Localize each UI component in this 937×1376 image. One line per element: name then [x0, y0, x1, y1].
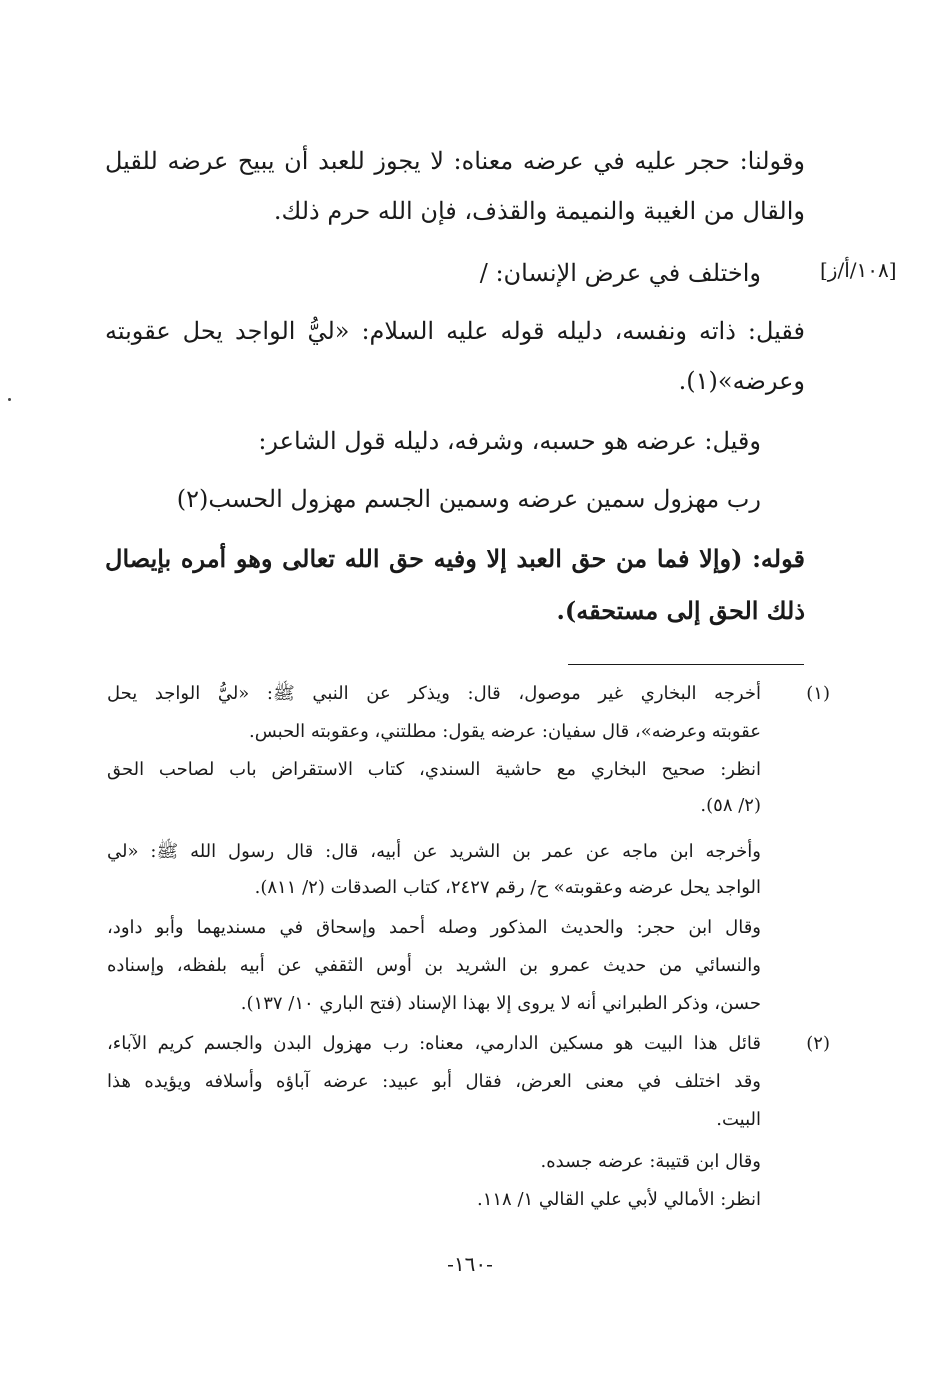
footnote-1-line: عقوبته وعرضه»، قال سفيان: عرضه يقول: مطلتني، وعقوبته الحبس. — [248, 721, 761, 742]
page-number: -١٦٠- — [447, 1252, 493, 1276]
footnote-2-line: البيت. — [716, 1109, 761, 1130]
paragraph-3-line-1: فقيل: ذاته ونفسه، دليله قوله عليه السلام: «ليُّ الواجد يحل عقوبته — [105, 317, 805, 345]
scan-speck — [8, 398, 11, 401]
footnote-1-number: (١) — [806, 683, 830, 704]
manuscript-folio-reference: [١٠٨/أ/ز] — [820, 258, 897, 282]
paragraph-2: واختلف في عرض الإنسان: / — [479, 259, 761, 287]
footnote-1-line: (٢/ ٥٨). — [700, 795, 761, 816]
footnote-separator — [568, 664, 804, 665]
footnote-1-line: الواجد يحل عرضه وعقوبته» ح/ رقم ٢٤٢٧، كتاب الصدقات (٢/ ٨١١). — [254, 877, 761, 898]
footnote-2-line: وقال ابن قتيبة: عرضه جسده. — [540, 1151, 761, 1172]
footnote-1-line: وأخرجه ابن ماجه عن عمر بن الشريد عن أبيه، قال: قال رسول الله ﷺ: «لي — [107, 841, 761, 862]
paragraph-3-line-2: وعرضه»(١). — [678, 367, 805, 395]
footnote-2-line: انظر: الأمالي لأبي علي القالي ١/ ١١٨. — [476, 1189, 761, 1210]
paragraph-5-line-1: قوله: (وإلا فما من حق العبد إلا وفيه حق الله تعالى وهو أمره بإيصال — [105, 544, 805, 573]
paragraph-5-line-2: ذلك الحق إلى مستحقه). — [556, 596, 805, 625]
footnote-2-line: قائل هذا البيت هو مسكين الدارمي، معناه: رب مهزول البدن والجسم كريم الآباء، — [107, 1033, 761, 1054]
poetry-verse: رب مهزول سمين عرضه وسمين الجسم مهزول الحسب(٢) — [176, 485, 761, 513]
footnote-1-line: أخرجه البخاري غير موصول، قال: ويذكر عن النبي ﷺ: «ليُّ الواجد يحل — [107, 683, 761, 704]
footnote-1-line: حسن، وذكر الطبراني أنه لا يروى إلا بهذا الإسناد (فتح الباري ١٠/ ١٣٧). — [240, 993, 761, 1014]
footnote-2-line: وقد اختلف في معنى العرض، فقال أبو عبيد: عرضه آباؤه وأسلافه ويؤيده هذا — [107, 1071, 761, 1092]
paragraph-4: وقيل: عرضه هو حسبه، وشرفه، دليله قول الشاعر: — [258, 427, 761, 455]
paragraph-1-line-1: وقولنا: حجر عليه في عرضه معناه: لا يجوز للعبد أن يبيح عرضه للقيل — [105, 147, 805, 175]
footnote-2-number: (٢) — [806, 1033, 830, 1054]
footnote-1-line: انظر: صحيح البخاري مع حاشية السندي، كتاب الاستقراض باب لصاحب الحق — [107, 759, 761, 780]
footnote-1-line: والنسائي من حديث عمرو بن الشريد بن أوس الثقفي عن أبيه بلفظه، وإسناده — [107, 955, 761, 976]
footnote-1-line: وقال ابن حجر: والحديث المذكور وصله أحمد وإسحاق في مسنديهما وأبو داود، — [107, 917, 761, 938]
paragraph-1-line-2: والقال من الغيبة والنميمة والقذف، فإن الله حرم ذلك. — [273, 197, 805, 225]
